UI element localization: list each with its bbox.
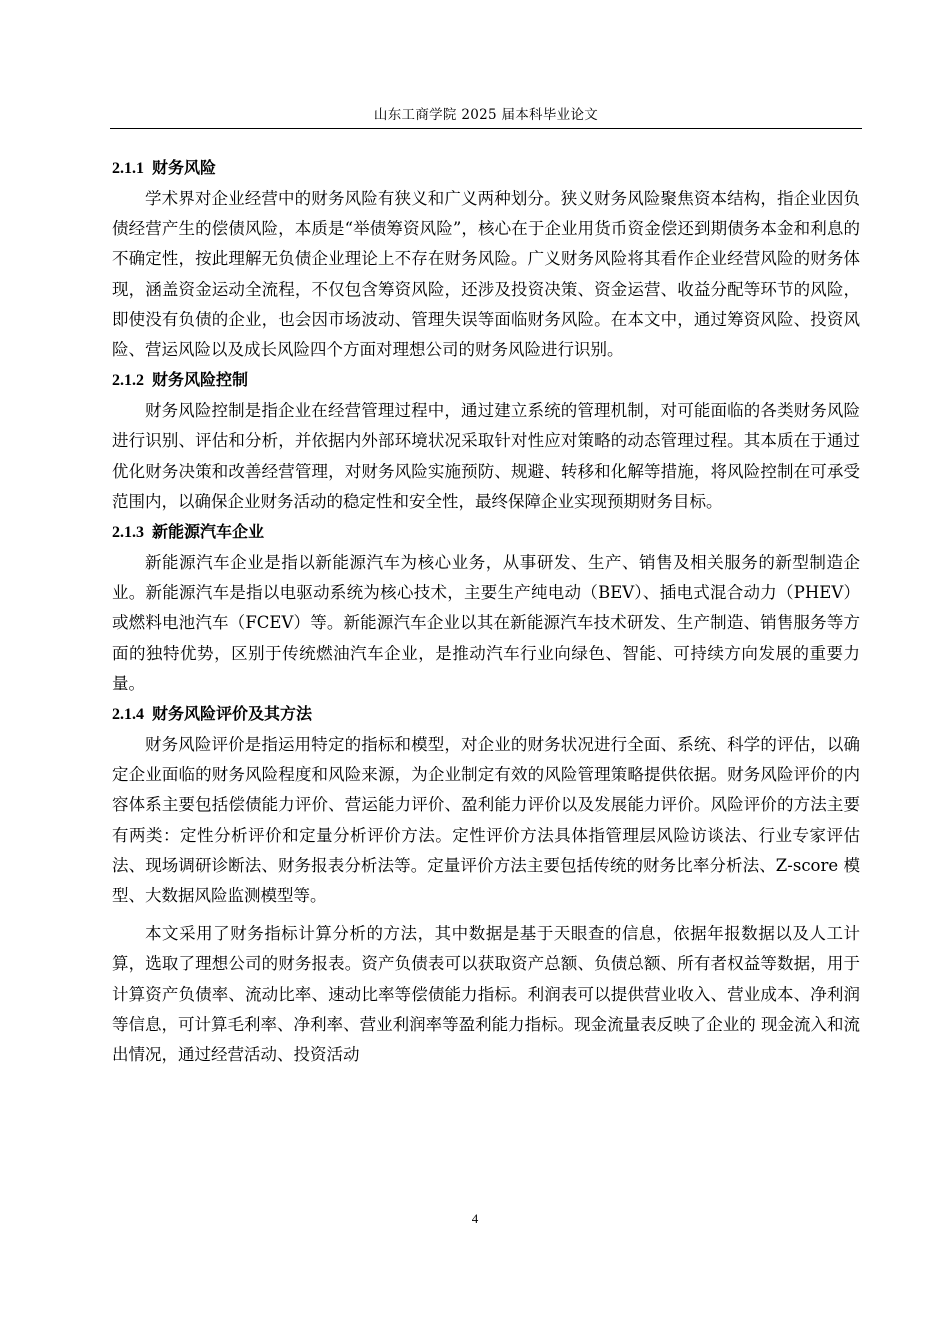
body-paragraph: 新能源汽车企业是指以新能源汽车为核心业务，从事研发、生产、销售及相关服务的新型制造企业。新能源汽车是指以电驱动系统为核心技术，主要生产纯电动（BEV）、插电式混合动力（PHEV）或燃料电池汽车（FCEV）等。新能源汽车企业以其在新能源汽车技术研发、生产制造、销售服务等方面的独特优势，区别于传统燃油汽车企业，是推动汽车行业向绿色、智能、可持续方向发展的重要力量。 <box>112 553 860 693</box>
section-number: 2.1.4 <box>112 706 144 724</box>
document-body <box>112 153 860 1070</box>
section-title: 财务风险 <box>152 158 217 177</box>
body-paragraph: 学术界对企业经营中的财务风险有狭义和广义两种划分。狭义财务风险聚焦资本结构，指企业因负债经营产生的偿债风险，本质是“举债筹资风险”，核心在于企业用货币资金偿还到期债务本金和利息的不确定性，按此理解无负债企业理论上不存在财务风险。广义财务风险将其看作企业经营风险的财务体现，涵盖资金运动全流程，不仅包含筹资风险，还涉及投资决策、资金运营、收益分配等环节的风险，即使没有负债的企业，也会因市场波动、管理失误等面临财务风险。在本文中，通过筹资风险、投资风险、营运风险以及成长风险四个方面对理想公司的财务风险进行识别。 <box>112 189 860 360</box>
section-title: 新能源汽车企业 <box>152 522 265 542</box>
section-heading <box>112 699 860 730</box>
body-paragraph: 财务风险控制是指企业在经营管理过程中，通过建立系统的管理机制，对可能面临的各类财务风险进行识别、评估和分析，并依据内外部环境状况采取针对性应对策略的动态管理过程。其本质在于通过优化财务决策和改善经营管理，对财务风险实施预防、规避、转移和化解等措施，将风险控制在可承受范围内，以确保企业财务活动的稳定性和安全性，最终保障企业实现预期财务目标。 <box>112 401 860 511</box>
section-number: 2.1.1 <box>112 160 144 177</box>
section-2-1-4 <box>112 699 860 1070</box>
section-heading <box>112 365 860 396</box>
section-2-1-1 <box>112 153 860 365</box>
section-number: 2.1.2 <box>112 372 144 390</box>
section-2-1-3 <box>112 517 860 699</box>
section-heading <box>112 517 860 548</box>
page-number: 4 <box>471 1211 479 1226</box>
header-divider <box>110 128 862 129</box>
section-number: 2.1.3 <box>112 524 144 542</box>
body-paragraph: 财务风险评价是指运用特定的指标和模型，对企业的财务状况进行全面、系统、科学的评估，以确定企业面临的财务风险程度和风险来源，为企业制定有效的风险管理策略提供依据。财务风险评价的内容体系主要包括偿债能力评价、营运能力评价、盈利能力评价以及发展能力评价。风险评价的方法主要有两类：定性分析评价和定量分析评价方法。定性评价方法具体指管理层风险访谈法、行业专家评估法、现场调研诊断法、财务报表分析法等。定量评价方法主要包括传统的财务比率分析法、Z-score 模型、大数据风险监测模型等。 <box>112 735 860 906</box>
section-title: 财务风险评价及其方法 <box>152 704 313 724</box>
section-title: 财务风险控制 <box>152 370 249 390</box>
running-header: 山东工商学院 2025 届本科毕业论文 <box>373 107 599 123</box>
section-2-1-2 <box>112 365 860 517</box>
body-paragraph: 本文采用了财务指标计算分析的方法，其中数据是基于天眼查的信息，依据年报数据以及人工计算，选取了理想公司的财务报表。资产负债表可以获取资产总额、负债总额、所有者权益等数据，用于计算资产负债率、流动比率、速动比率等偿债能力指标。利润表可以提供营业收入、营业成本、净利润等信息，可计算毛利率、净利率、营业利润率等盈利能力指标。现金流量表反映了企业的 现金流入和流出情况，通过经营活动、投资活动 <box>112 924 860 1065</box>
section-heading <box>112 153 860 184</box>
